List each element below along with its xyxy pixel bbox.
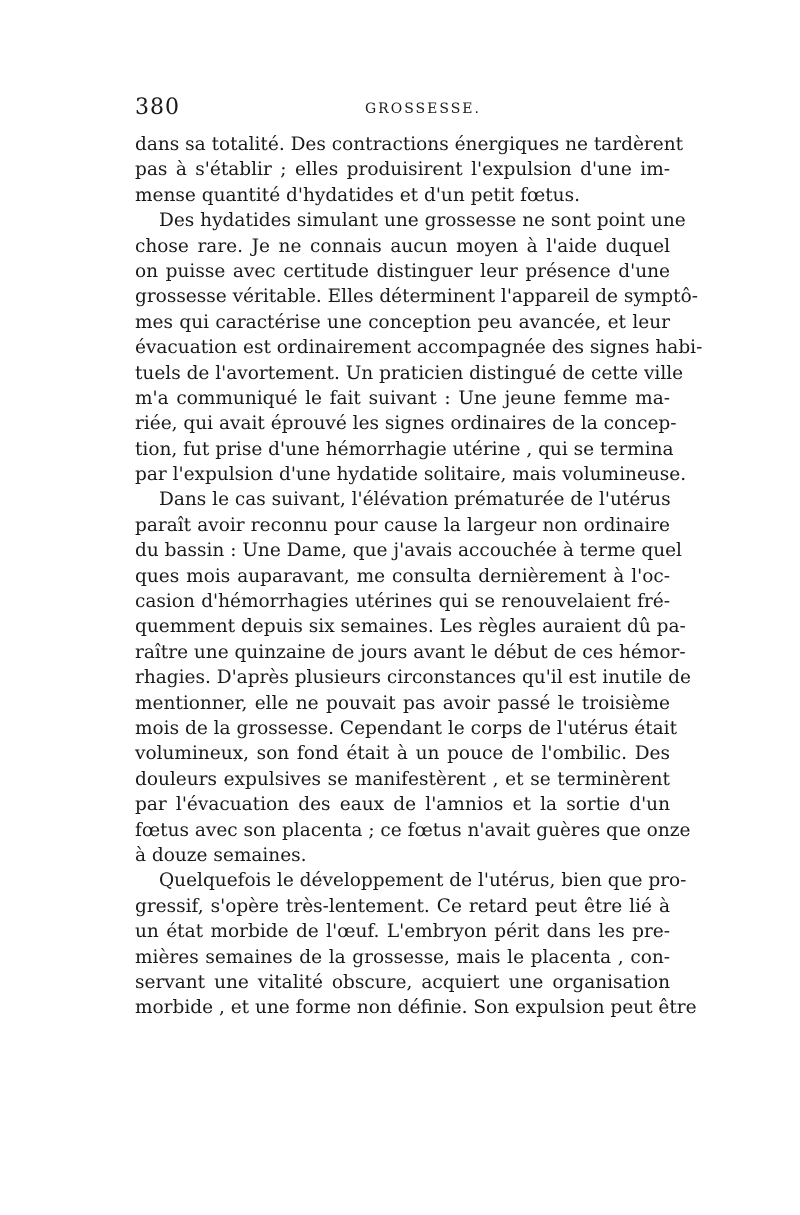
text-line: on puisse avec certitude distinguer leur présence d'une [135,260,670,282]
text-line: un état morbide de l'œuf. L'embryon périt dans les pre- [135,921,670,943]
text-line: à douze semaines. [135,844,307,866]
running-title: GROSSESSE. [365,101,481,117]
paragraph [135,487,691,868]
paragraph [135,132,684,208]
text-line: chose rare. Je ne connais aucun moyen à l'aide duquel [135,235,670,257]
text-line: du bassin : Une Dame, que j'avais accouchée à terme quel [135,540,682,562]
paragraph [135,208,703,487]
text-line: ques mois auparavant, me consulta dernièrement à l'oc- [135,565,670,587]
text-line: par l'expulsion d'une hydatide solitaire, mais volumineuse. [135,464,687,486]
running-head [135,95,675,125]
text-line: quemment depuis six semaines. Les règles auraient dû pa- [135,616,686,638]
text-line: Dans le cas suivant, l'élévation prématurée de l'utérus [159,489,671,511]
text-line: fœtus avec son placenta ; ce fœtus n'avait guères que onze [135,819,691,841]
text-line: mois de la grossesse. Cependant le corps de l'utérus était [135,717,678,739]
text-line: pas à s'établir ; elles produisirent l'expulsion d'une im- [135,159,670,181]
text-line: gressif, s'opère très-lentement. Ce retard peut être lié à [135,895,670,917]
text-line: tuels de l'avortement. Un praticien distingué de cette ville [135,362,684,384]
paragraph [135,868,697,1020]
text-line: volumineux, son fond était à un pouce de l'ombilic. Des [135,743,670,765]
text-line: rhagies. D'après plusieurs circonstances qu'il est inutile de [135,667,691,689]
text-line: m'a communiqué le fait suivant : Une jeune femme ma- [135,387,670,409]
text-line: paraît avoir reconnu pour cause la largeur non ordinaire [135,514,670,536]
text-line: casion d'hémorrhagies utérines qui se renouvelaient fré- [135,591,670,613]
text-line: grossesse véritable. Elles déterminent l'appareil de symptô- [135,286,698,308]
body-text [135,132,703,1021]
text-line: mentionner, elle ne pouvait pas avoir passé le troisième [135,692,670,714]
text-line: raître une quinzaine de jours avant le début de ces hémor- [135,641,686,663]
text-line: par l'évacuation des eaux de l'amnios et la sortie d'un [135,794,670,816]
text-line: riée, qui avait éprouvé les signes ordinaires de la concep- [135,413,677,435]
text-line: dans sa totalité. Des contractions énergiques ne tardèrent [135,134,684,155]
text-line: Quelquefois le développement de l'utérus, bien que pro- [159,870,687,892]
text-line: servant une vitalité obscure, acquiert une organisation [135,971,670,993]
text-line: morbide , et une forme non définie. Son expulsion peut être [135,997,697,1019]
page-number: 380 [135,95,180,120]
text-line: mières semaines de la grossesse, mais le placenta , con- [135,946,670,968]
text-line: mense quantité d'hydatides et d'un petit fœtus. [135,184,580,206]
text-line: tion, fut prise d'une hémorrhagie utérine , qui se termina [135,438,674,460]
text-line: Des hydatides simulant une grossesse ne sont point une [159,210,686,232]
text-line: douleurs expulsives se manifestèrent , et se terminèrent [135,768,670,790]
text-line: mes qui caractérise une conception peu avancée, et leur [135,311,670,333]
text-line: évacuation est ordinairement accompagnée des signes habi- [135,337,703,359]
